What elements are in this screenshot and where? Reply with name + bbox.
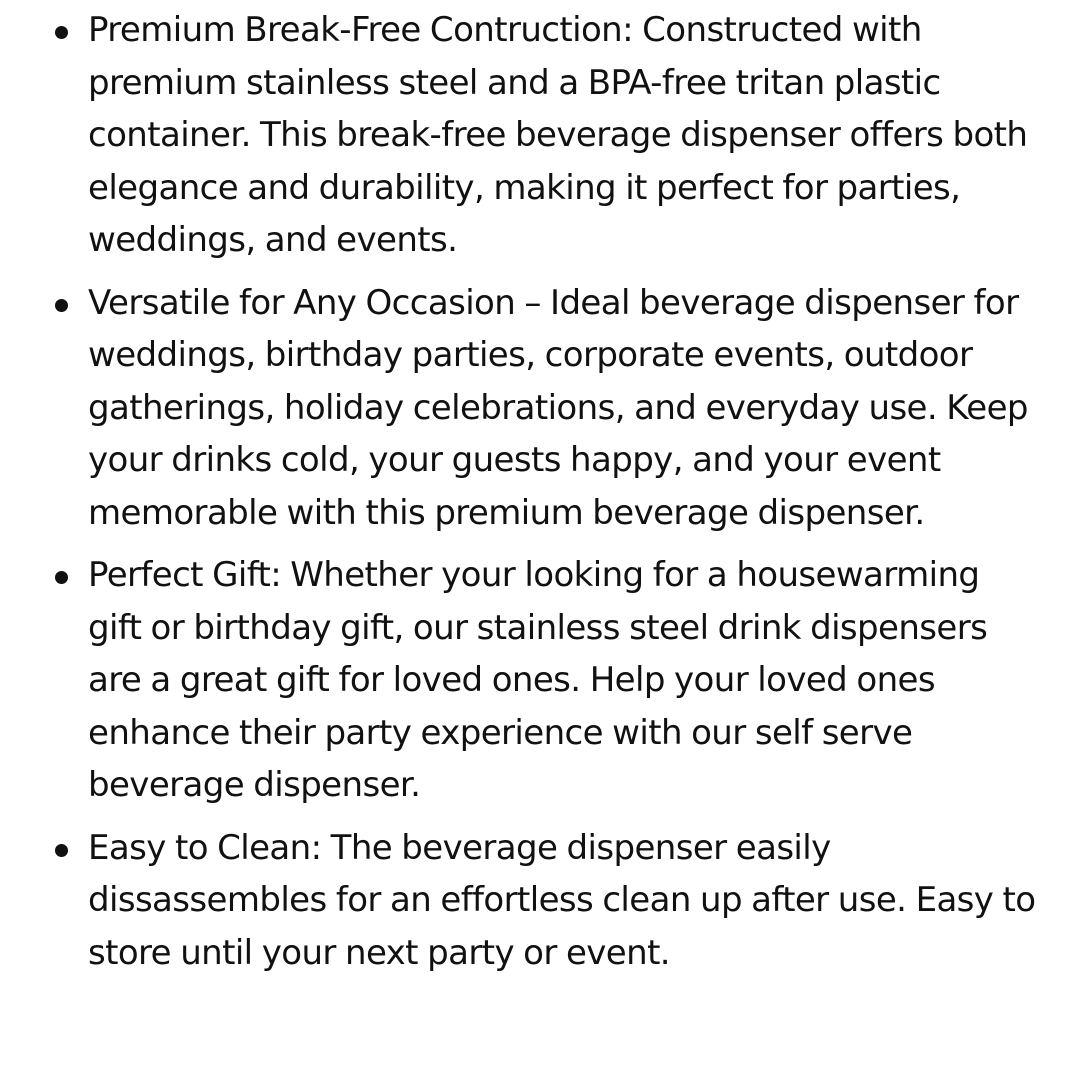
bullet-dot-icon bbox=[55, 26, 68, 39]
bullet-dot-icon bbox=[55, 844, 68, 857]
bullet-dot-icon bbox=[55, 299, 68, 312]
feature-item-construction bbox=[0, 4, 1080, 267]
feature-item-clean bbox=[0, 822, 1080, 980]
feature-bullet-list bbox=[0, 4, 1080, 989]
feature-text: Versatile for Any Occasion – Ideal beverage dispenser for weddings, birthday parties, corporate events, outdoor gatherings, holiday celebrations, and everyday use. Keep your drinks cold, your guests happy, and your event memorable with this premium beverage dispenser. bbox=[88, 282, 1028, 533]
feature-text: Premium Break-Free Contruction: Constructed with premium stainless steel and a BPA-free tritan plastic container. This break-free beverage dispenser offers both elegance and durability, making it perfect for parties, weddings, and events. bbox=[88, 10, 1028, 260]
bullet-dot-icon bbox=[55, 571, 68, 584]
feature-text: Easy to Clean: The beverage dispenser easily dissassembles for an effortless clean up after use. Easy to store until your next party or event. bbox=[88, 827, 1036, 973]
feature-item-versatile bbox=[0, 277, 1080, 540]
feature-item-gift bbox=[0, 549, 1080, 812]
feature-text: Perfect Gift: Whether your looking for a housewarming gift or birthday gift, our stainless steel drink dispensers are a great gift for loved ones. Help your loved ones enhance their party experience with our self serve beverage dispenser. bbox=[88, 555, 988, 805]
